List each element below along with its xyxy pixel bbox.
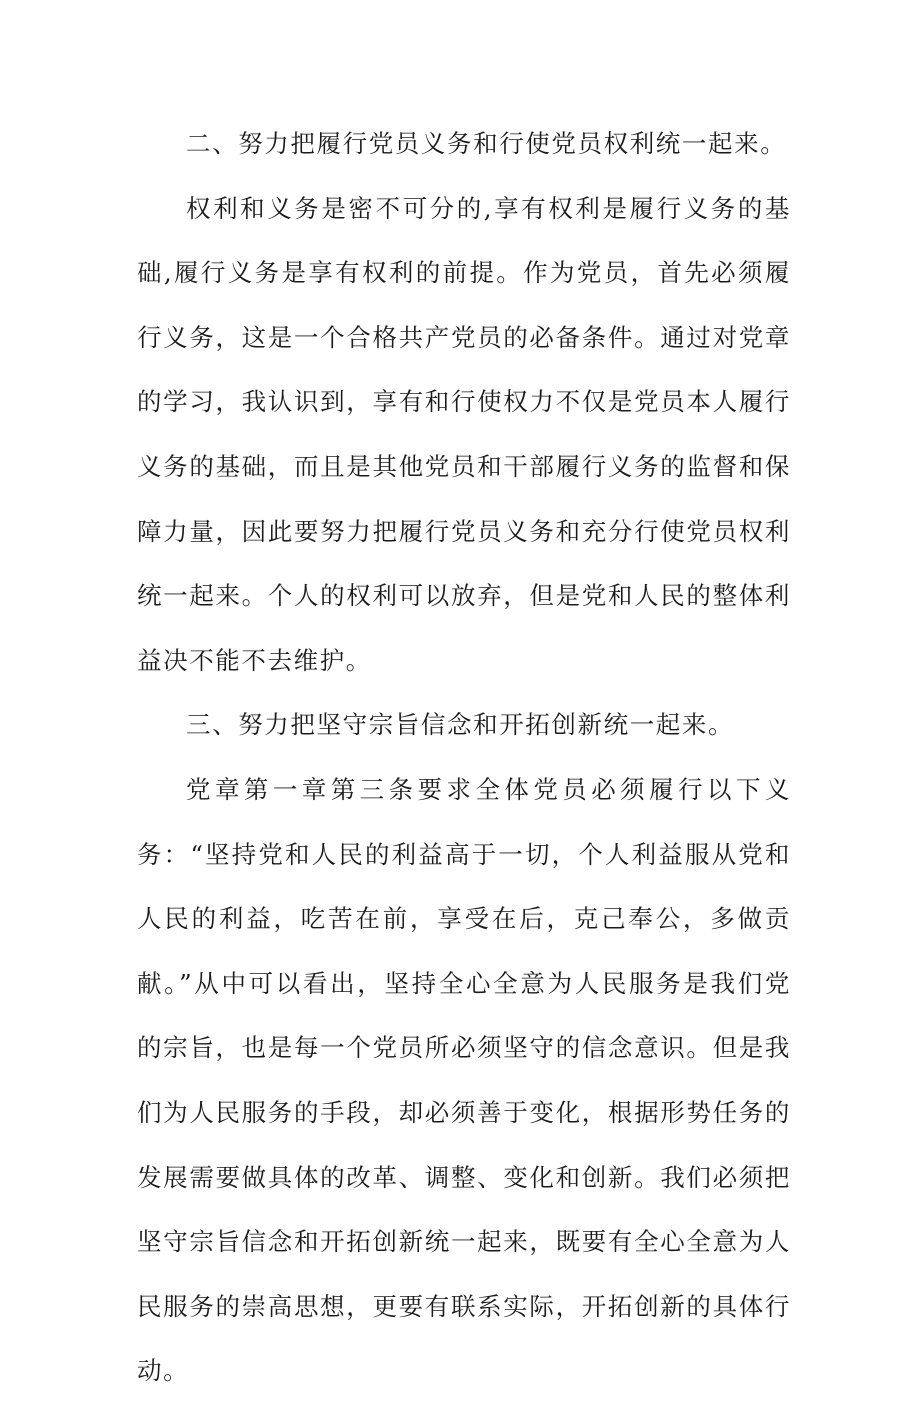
document-body bbox=[137, 112, 791, 1404]
section-heading-two: 二、努力把履行党员义务和行使党员权利统一起来。 bbox=[186, 129, 787, 158]
section-heading-three: 三、努力把坚守宗旨信念和开拓创新统一起来。 bbox=[186, 710, 735, 740]
body-paragraph-rights-duties: 权利和义务是密不可分的,享有权利是履行义务的基础,履行义务是享有权利的前提。作为党员，首先必须履行义务，这是一个合格共产党员的必备条件。通过对党章的学习，我认识到，享有和行使权力不仅是党员本人履行义务的基础，而且是其他党员和干部履行义务的监督和保障力量，因此要努力把履行党员义务和充分行使党员权利统一起来。个人的权利可以放弃，但是党和人民的整体利益决不能不去维护。 bbox=[137, 193, 791, 675]
body-paragraph-purpose-innovation: 党章第一章第三条要求全体党员必须履行以下义务：“坚持党和人民的利益高于一切，个人利益服从党和人民的利益，吃苦在前，享受在后，克己奉公，多做贡献。”从中可以看出，坚持全心全意为人民服务是我们党的宗旨，也是每一个党员所必须坚守的信念意识。但是我们为人民服务的手段，却必须善于变化，根据形势任务的发展需要做具体的改革、调整、变化和创新。我们必须把坚守宗旨信念和开拓创新统一起来，既要有全心全意为人民服务的崇高思想，更要有联系实际，开拓创新的具体行动。 bbox=[137, 774, 791, 1386]
